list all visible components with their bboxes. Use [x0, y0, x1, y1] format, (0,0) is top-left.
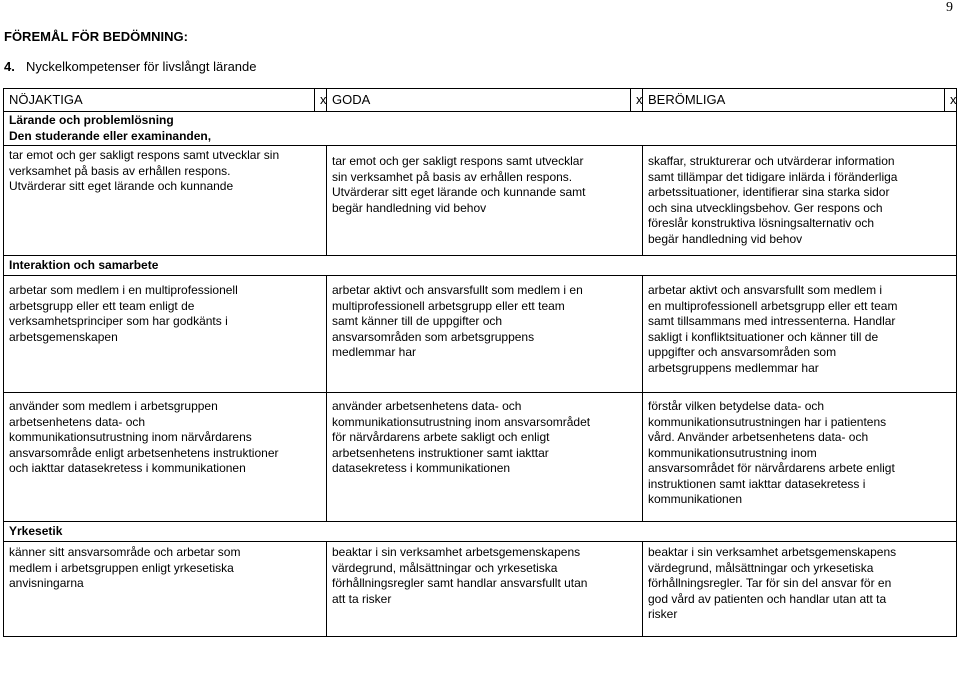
- cell-berömliga: förstår vilken betydelse data- och kommunikationsutrustningen har i patientens vård. Använder arbetsenhetens data- och kommunikationsutrustning inom ansvarsområdet för närvårdarens arbete enligt instruktionen samt iakttar datasekretess i kommunikationen: [648, 399, 895, 506]
- section-title-larande: Lärande och problemlösning Den studerande eller examinanden,: [9, 113, 212, 143]
- section-number: 4.: [4, 59, 15, 74]
- cell-nojaktiga: arbetar som medlem i en multiprofessionell arbetsgrupp eller ett team enligt de verksamhetsprinciper som har godkänts i arbetsgemenskapen: [9, 283, 238, 344]
- section-title-row: [4, 112, 957, 146]
- header-x-1: x: [315, 89, 327, 112]
- page-heading: FÖREMÅL FÖR BEDÖMNING:: [4, 29, 188, 44]
- header-berömliga: BERÖMLIGA: [643, 89, 945, 112]
- section-title-row: [4, 256, 957, 276]
- page-number: 9: [946, 0, 953, 15]
- cell-nojaktiga: använder som medlem i arbetsgruppen arbetsenhetens data- och kommunikationsutrustning inom närvårdarens ansvarsområde enligt arbetsenhetens instruktioner och iakttar datasekretess i kommunikationen: [9, 399, 279, 475]
- header-goda: GODA: [327, 89, 631, 112]
- cell-berömliga: arbetar aktivt och ansvarsfullt som medlem i en multiprofessionell arbetsgrupp eller ett team samt tillsammans med intressenterna. Handlar sakligt i konfliktsituationer och känner till de uppgifter och ansvarsområden som arbetsgruppens medlemmar har: [648, 283, 898, 375]
- cell-goda: beaktar i sin verksamhet arbetsgemenskapens värdegrund, målsättningar och yrkesetiska förhållningsregler samt handlar ansvarsfullt utan att ta risker: [332, 545, 588, 606]
- section-title: Nyckelkompetenser för livslångt lärande: [26, 59, 257, 74]
- cell-nojaktiga: tar emot och ger sakligt respons samt utvecklar sin verksamhet på basis av erhållen respons. Utvärderar sitt eget lärande och kunnande: [9, 148, 280, 193]
- cell-nojaktiga: känner sitt ansvarsområde och arbetar som medlem i arbetsgruppen enligt yrkesetiska anvisningarna: [9, 545, 241, 590]
- assessment-table: [3, 88, 957, 637]
- header-nojaktiga: NÖJAKTIGA: [4, 89, 315, 112]
- table-row: [4, 276, 957, 393]
- section-subheading: [4, 59, 257, 74]
- header-x-2: x: [631, 89, 643, 112]
- section-title-yrkesetik: Yrkesetik: [9, 523, 63, 538]
- cell-berömliga: beaktar i sin verksamhet arbetsgemenskapens värdegrund, målsättningar och yrkesetiska förhållningsregler. Tar för sin del ansvar för en god vård av patienten och handlar utan att ta risker: [648, 545, 897, 621]
- header-x-3: x: [945, 89, 957, 112]
- cell-goda: arbetar aktivt och ansvarsfullt som medlem i en multiprofessionell arbetsgrupp eller ett team samt känner till de uppgifter och ansvarsområden som arbetsgruppens medlemmar har: [332, 283, 583, 359]
- section-title-row: [4, 522, 957, 542]
- table-header-row: [4, 89, 957, 112]
- cell-goda: tar emot och ger sakligt respons samt utvecklar sin verksamhet på basis av erhållen respons. Utvärderar sitt eget lärande och kunnande samt begär handledning vid behov: [332, 154, 586, 215]
- table-row: [4, 393, 957, 522]
- cell-goda: använder arbetsenhetens data- och kommunikationsutrustning inom ansvarsområdet för närvårdarens arbete sakligt och enligt arbetsenhetens instruktioner samt iakttar datasekretess i kommunikationen: [332, 399, 591, 475]
- cell-berömliga: skaffar, strukturerar och utvärderar information samt tillämpar det tidigare inlärda i föränderliga arbetssituationer, identifierar sina starka sidor och sina utvecklingsbehov. Ger respons och föreslår konstruktiva lösningsalternativ och begär handledning vid behov: [648, 154, 898, 246]
- table-row: [4, 542, 957, 637]
- section-title-interaktion: Interaktion och samarbete: [9, 257, 159, 272]
- table-row: [4, 146, 957, 256]
